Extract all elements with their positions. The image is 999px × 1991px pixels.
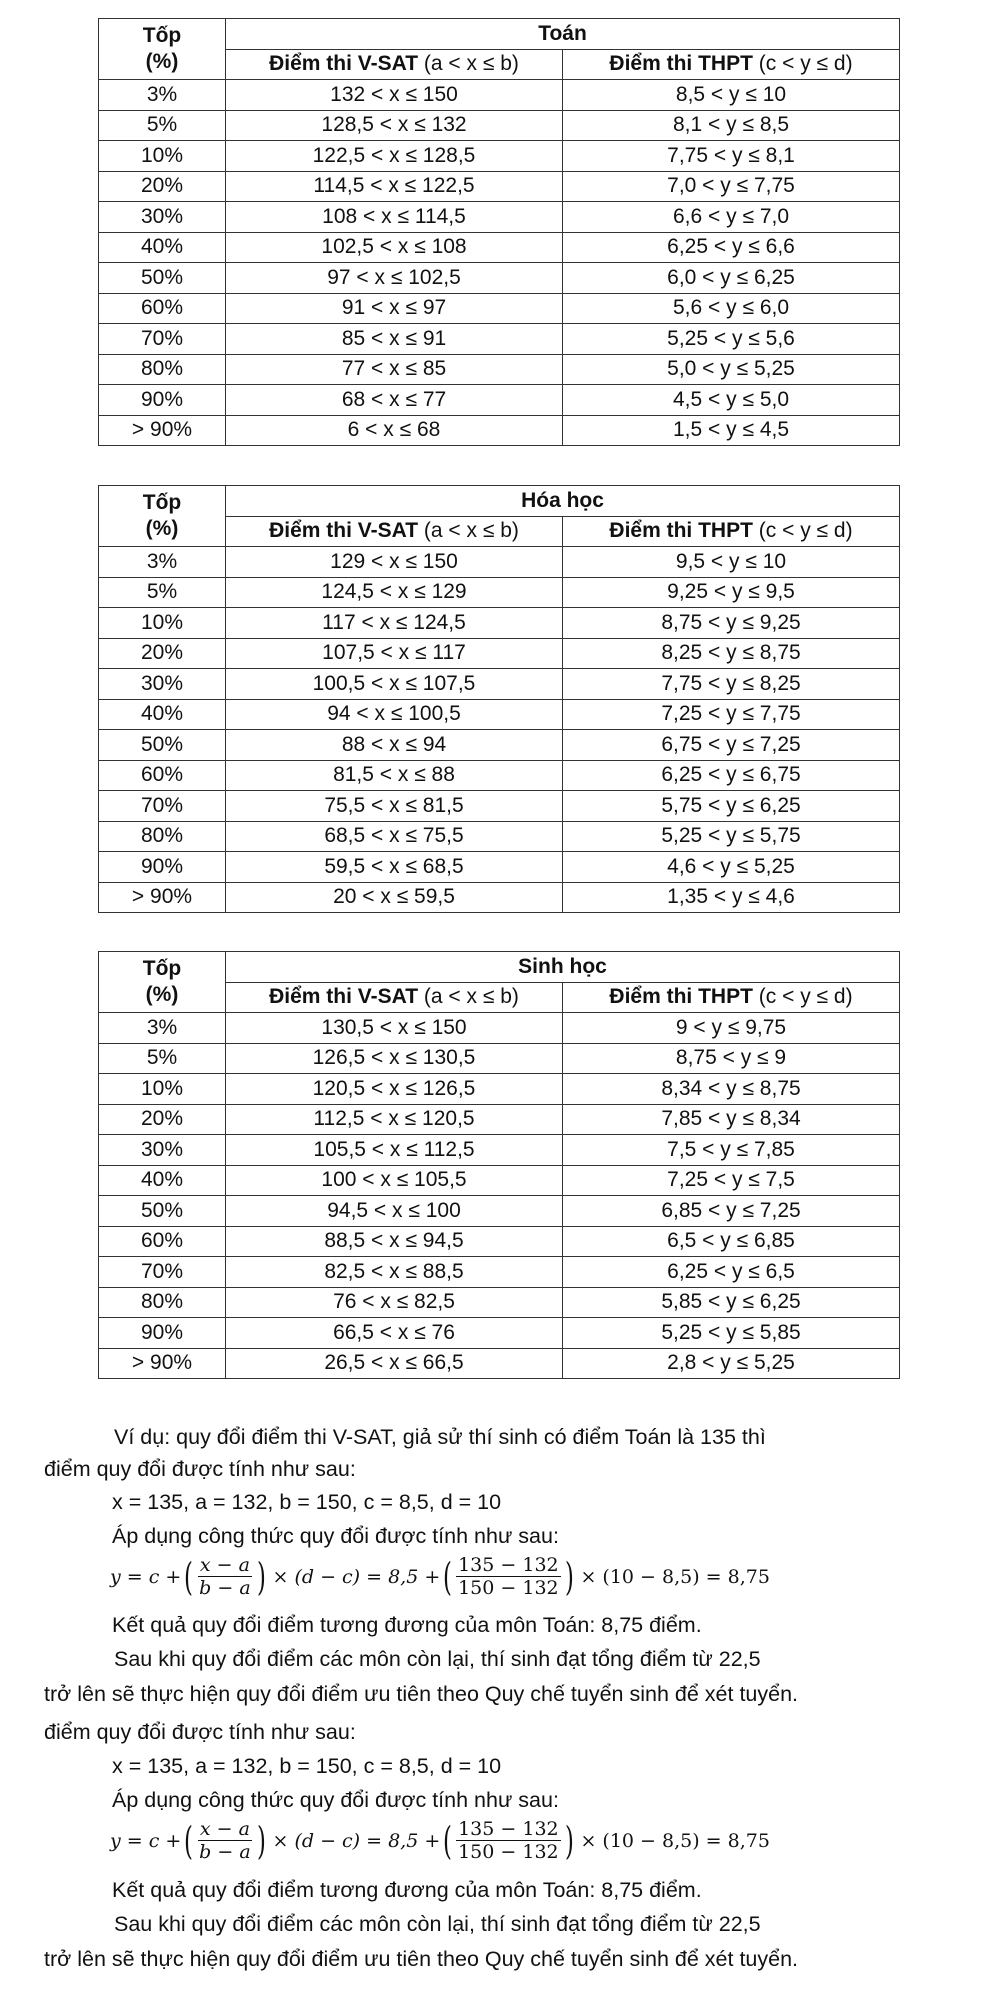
cell-vsat-range: 59,5 < x ≤ 68,5 <box>226 852 563 883</box>
cell-vsat-range: 94,5 < x ≤ 100 <box>226 1196 563 1227</box>
cell-thpt-range: 4,5 < y ≤ 5,0 <box>563 385 900 416</box>
cell-vsat-range: 68,5 < x ≤ 75,5 <box>226 821 563 852</box>
cell-vsat-range: 132 < x ≤ 150 <box>226 80 563 111</box>
cell-top-percent: 80% <box>99 821 226 852</box>
cell-thpt-range: 7,85 < y ≤ 8,34 <box>563 1104 900 1135</box>
cell-vsat-range: 97 < x ≤ 102,5 <box>226 263 563 294</box>
cell-vsat-range: 107,5 < x ≤ 117 <box>226 638 563 669</box>
table-row <box>99 354 900 385</box>
cell-top-percent: > 90% <box>99 882 226 913</box>
table-row <box>99 293 900 324</box>
cell-vsat-range: 68 < x ≤ 77 <box>226 385 563 416</box>
score-table-sinh-hoc <box>98 951 900 1379</box>
fraction-numerator: 135 − 132 <box>458 1554 559 1576</box>
subject-title: Toán <box>226 19 900 50</box>
table-row <box>99 415 900 446</box>
table-row <box>99 80 900 111</box>
table-row <box>99 1257 900 1288</box>
table-row <box>99 1196 900 1227</box>
table-row <box>99 1348 900 1379</box>
cell-thpt-range: 5,25 < y ≤ 5,85 <box>563 1318 900 1349</box>
table-row <box>99 141 900 172</box>
calc-intro-repeat: điểm quy đổi được tính như sau: <box>44 1720 356 1744</box>
cell-top-percent: 40% <box>99 1165 226 1196</box>
fraction-values <box>456 1818 561 1863</box>
cell-vsat-range: 128,5 < x ≤ 132 <box>226 110 563 141</box>
fraction-denominator: b − a <box>199 1577 251 1599</box>
cell-top-percent: > 90% <box>99 1348 226 1379</box>
table-row <box>99 1043 900 1074</box>
subject-title: Hóa học <box>226 486 900 517</box>
cell-top-percent: 20% <box>99 171 226 202</box>
cell-top-percent: 40% <box>99 232 226 263</box>
cell-thpt-range: 9,25 < y ≤ 9,5 <box>563 577 900 608</box>
cell-vsat-range: 117 < x ≤ 124,5 <box>226 608 563 639</box>
table-row <box>99 1013 900 1044</box>
cell-vsat-range: 6 < x ≤ 68 <box>226 415 563 446</box>
cell-top-percent: 70% <box>99 1257 226 1288</box>
cell-vsat-range: 129 < x ≤ 150 <box>226 547 563 578</box>
after-text-2: trở lên sẽ thực hiện quy đổi điểm ưu tiên theo Quy chế tuyển sinh để xét tuyển. <box>44 1682 799 1706</box>
table-row <box>99 324 900 355</box>
apply-formula-text-repeat: Áp dụng công thức quy đổi được tính như sau: <box>112 1788 559 1812</box>
result-text: Kết quả quy đổi điểm tương đương của môn Toán: 8,75 điểm. <box>112 1613 702 1637</box>
cell-vsat-range: 88,5 < x ≤ 94,5 <box>226 1226 563 1257</box>
cell-thpt-range: 5,6 < y ≤ 6,0 <box>563 293 900 324</box>
subject-title: Sinh học <box>226 952 900 983</box>
cell-thpt-range: 7,0 < y ≤ 7,75 <box>563 171 900 202</box>
cell-vsat-range: 85 < x ≤ 91 <box>226 324 563 355</box>
cell-vsat-range: 91 < x ≤ 97 <box>226 293 563 324</box>
fraction-variables <box>197 1818 253 1863</box>
cell-top-percent: 90% <box>99 1318 226 1349</box>
cell-thpt-range: 9 < y ≤ 9,75 <box>563 1013 900 1044</box>
cell-thpt-range: 6,25 < y ≤ 6,75 <box>563 760 900 791</box>
cell-top-percent: 40% <box>99 699 226 730</box>
table-row <box>99 760 900 791</box>
after-text-2-repeat: trở lên sẽ thực hiện quy đổi điểm ưu tiên theo Quy chế tuyển sinh để xét tuyển. <box>44 1947 799 1971</box>
cell-top-percent: 10% <box>99 1074 226 1105</box>
table-row <box>99 263 900 294</box>
fraction-denominator: 150 − 132 <box>458 1841 559 1863</box>
table-row <box>99 1074 900 1105</box>
cell-thpt-range: 7,25 < y ≤ 7,5 <box>563 1165 900 1196</box>
cell-thpt-range: 5,25 < y ≤ 5,75 <box>563 821 900 852</box>
column-thpt: Điểm thi THPT (c < y ≤ d) <box>563 982 900 1013</box>
cell-vsat-range: 100 < x ≤ 105,5 <box>226 1165 563 1196</box>
formula-middle: × (d − c) = 8,5 + <box>272 1829 441 1852</box>
cell-thpt-range: 6,6 < y ≤ 7,0 <box>563 202 900 233</box>
table-row <box>99 638 900 669</box>
cell-top-percent: 10% <box>99 608 226 639</box>
cell-top-percent: 60% <box>99 1226 226 1257</box>
fraction-numerator: 135 − 132 <box>458 1818 559 1840</box>
cell-vsat-range: 100,5 < x ≤ 107,5 <box>226 669 563 700</box>
cell-thpt-range: 7,75 < y ≤ 8,25 <box>563 669 900 700</box>
column-thpt: Điểm thi THPT (c < y ≤ d) <box>563 516 900 547</box>
table-row <box>99 669 900 700</box>
table-row <box>99 202 900 233</box>
table-body <box>99 547 900 913</box>
cell-vsat-range: 66,5 < x ≤ 76 <box>226 1318 563 1349</box>
column-vsat: Điểm thi V-SAT (a < x ≤ b) <box>226 516 563 547</box>
cell-thpt-range: 7,5 < y ≤ 7,85 <box>563 1135 900 1166</box>
cell-top-percent: 3% <box>99 547 226 578</box>
cell-top-percent: 20% <box>99 1104 226 1135</box>
cell-top-percent: 60% <box>99 760 226 791</box>
cell-top-percent: 30% <box>99 669 226 700</box>
cell-top-percent: 70% <box>99 324 226 355</box>
table-row <box>99 608 900 639</box>
cell-thpt-range: 6,85 < y ≤ 7,25 <box>563 1196 900 1227</box>
cell-vsat-range: 76 < x ≤ 82,5 <box>226 1287 563 1318</box>
cell-top-percent: 90% <box>99 852 226 883</box>
column-vsat: Điểm thi V-SAT (a < x ≤ b) <box>226 49 563 80</box>
table-row <box>99 821 900 852</box>
cell-thpt-range: 6,5 < y ≤ 6,85 <box>563 1226 900 1257</box>
cell-vsat-range: 88 < x ≤ 94 <box>226 730 563 761</box>
table-row <box>99 577 900 608</box>
example-values: x = 135, a = 132, b = 150, c = 8,5, d = 10 <box>112 1490 502 1514</box>
cell-thpt-range: 5,85 < y ≤ 6,25 <box>563 1287 900 1318</box>
cell-top-percent: 50% <box>99 730 226 761</box>
after-text-1: Sau khi quy đổi điểm các môn còn lại, thí sinh đạt tổng điểm từ 22,5 <box>114 1647 761 1671</box>
table-row <box>99 1104 900 1135</box>
table-row <box>99 547 900 578</box>
cell-top-percent: 30% <box>99 1135 226 1166</box>
cell-top-percent: 90% <box>99 385 226 416</box>
result-text-repeat: Kết quả quy đổi điểm tương đương của môn Toán: 8,75 điểm. <box>112 1878 702 1902</box>
cell-top-percent: 70% <box>99 791 226 822</box>
cell-thpt-range: 2,8 < y ≤ 5,25 <box>563 1348 900 1379</box>
cell-vsat-range: 130,5 < x ≤ 150 <box>226 1013 563 1044</box>
cell-thpt-range: 8,25 < y ≤ 8,75 <box>563 638 900 669</box>
cell-thpt-range: 7,75 < y ≤ 8,1 <box>563 141 900 172</box>
fraction-numerator: x − a <box>199 1818 250 1840</box>
fraction-denominator: 150 − 132 <box>458 1577 559 1599</box>
cell-thpt-range: 1,5 < y ≤ 4,5 <box>563 415 900 446</box>
cell-top-percent: 80% <box>99 354 226 385</box>
cell-thpt-range: 1,35 < y ≤ 4,6 <box>563 882 900 913</box>
table-row <box>99 1135 900 1166</box>
calc-intro: điểm quy đổi được tính như sau: <box>44 1457 356 1481</box>
cell-vsat-range: 102,5 < x ≤ 108 <box>226 232 563 263</box>
table-row <box>99 385 900 416</box>
cell-top-percent: 50% <box>99 263 226 294</box>
cell-thpt-range: 5,0 < y ≤ 5,25 <box>563 354 900 385</box>
cell-thpt-range: 6,25 < y ≤ 6,5 <box>563 1257 900 1288</box>
table-row <box>99 1226 900 1257</box>
fraction-variables <box>197 1554 253 1599</box>
cell-vsat-range: 81,5 < x ≤ 88 <box>226 760 563 791</box>
cell-top-percent: 60% <box>99 293 226 324</box>
formula-middle: × (d − c) = 8,5 + <box>272 1565 441 1588</box>
formula-lhs: y = c + <box>110 1565 182 1588</box>
cell-top-percent: 3% <box>99 80 226 111</box>
example-intro: Ví dụ: quy đổi điểm thi V-SAT, giả sử thí sinh có điểm Toán là 135 thì <box>114 1425 766 1449</box>
score-table-toan <box>98 18 900 446</box>
column-thpt: Điểm thi THPT (c < y ≤ d) <box>563 49 900 80</box>
apply-formula-text: Áp dụng công thức quy đổi được tính như sau: <box>112 1524 559 1548</box>
cell-top-percent: 30% <box>99 202 226 233</box>
table-row <box>99 1287 900 1318</box>
cell-top-percent: 80% <box>99 1287 226 1318</box>
cell-thpt-range: 6,25 < y ≤ 6,6 <box>563 232 900 263</box>
conversion-formula: y = c + ( $\frac{x - a}{b - a}$ ) × (d − c) = 8,5 + ( $\frac{135 - 132}{150 - 132}$ ) × (10 − 8,5) = 8,75 <box>110 1554 770 1599</box>
cell-vsat-range: 77 < x ≤ 85 <box>226 354 563 385</box>
fraction-denominator: b − a <box>199 1841 251 1863</box>
cell-vsat-range: 75,5 < x ≤ 81,5 <box>226 791 563 822</box>
conversion-formula-repeat: y = c + ( $\frac{x - a}{b - a}$ ) × (d − c) = 8,5 + ( $\frac{135 - 132}{150 - 132}$ ) × (10 − 8,5) = 8,75 <box>110 1818 770 1863</box>
header-top: Tốp (%) <box>99 19 226 80</box>
formula-lhs: y = c + <box>110 1829 182 1852</box>
cell-vsat-range: 114,5 < x ≤ 122,5 <box>226 171 563 202</box>
table-row <box>99 1318 900 1349</box>
cell-thpt-range: 5,75 < y ≤ 6,25 <box>563 791 900 822</box>
fraction-values <box>456 1554 561 1599</box>
table-body <box>99 80 900 446</box>
score-table-hoa-hoc <box>98 485 900 913</box>
header-top: Tốp (%) <box>99 952 226 1013</box>
formula-result: × (10 − 8,5) = 8,75 <box>580 1565 770 1588</box>
cell-thpt-range: 6,0 < y ≤ 6,25 <box>563 263 900 294</box>
table-row <box>99 1165 900 1196</box>
cell-thpt-range: 9,5 < y ≤ 10 <box>563 547 900 578</box>
table-row <box>99 171 900 202</box>
formula-result: × (10 − 8,5) = 8,75 <box>580 1829 770 1852</box>
table-row <box>99 699 900 730</box>
cell-top-percent: 5% <box>99 110 226 141</box>
cell-vsat-range: 124,5 < x ≤ 129 <box>226 577 563 608</box>
table-row <box>99 232 900 263</box>
table-row <box>99 852 900 883</box>
fraction-numerator: x − a <box>199 1554 250 1576</box>
table-row <box>99 110 900 141</box>
cell-vsat-range: 108 < x ≤ 114,5 <box>226 202 563 233</box>
cell-top-percent: 50% <box>99 1196 226 1227</box>
cell-vsat-range: 112,5 < x ≤ 120,5 <box>226 1104 563 1135</box>
cell-thpt-range: 8,75 < y ≤ 9,25 <box>563 608 900 639</box>
table-body <box>99 1013 900 1379</box>
cell-vsat-range: 126,5 < x ≤ 130,5 <box>226 1043 563 1074</box>
cell-top-percent: 10% <box>99 141 226 172</box>
cell-thpt-range: 4,6 < y ≤ 5,25 <box>563 852 900 883</box>
cell-top-percent: 5% <box>99 1043 226 1074</box>
cell-vsat-range: 105,5 < x ≤ 112,5 <box>226 1135 563 1166</box>
table-row <box>99 730 900 761</box>
table-row <box>99 791 900 822</box>
cell-thpt-range: 6,75 < y ≤ 7,25 <box>563 730 900 761</box>
cell-vsat-range: 20 < x ≤ 59,5 <box>226 882 563 913</box>
cell-thpt-range: 8,5 < y ≤ 10 <box>563 80 900 111</box>
cell-thpt-range: 8,75 < y ≤ 9 <box>563 1043 900 1074</box>
cell-vsat-range: 26,5 < x ≤ 66,5 <box>226 1348 563 1379</box>
cell-top-percent: 5% <box>99 577 226 608</box>
table-row <box>99 882 900 913</box>
example-values-repeat: x = 135, a = 132, b = 150, c = 8,5, d = 10 <box>112 1754 502 1778</box>
column-vsat: Điểm thi V-SAT (a < x ≤ b) <box>226 982 563 1013</box>
cell-thpt-range: 5,25 < y ≤ 5,6 <box>563 324 900 355</box>
cell-vsat-range: 122,5 < x ≤ 128,5 <box>226 141 563 172</box>
cell-top-percent: 20% <box>99 638 226 669</box>
after-text-1-repeat: Sau khi quy đổi điểm các môn còn lại, thí sinh đạt tổng điểm từ 22,5 <box>114 1912 761 1936</box>
cell-vsat-range: 120,5 < x ≤ 126,5 <box>226 1074 563 1105</box>
cell-top-percent: 3% <box>99 1013 226 1044</box>
header-top: Tốp (%) <box>99 486 226 547</box>
cell-vsat-range: 82,5 < x ≤ 88,5 <box>226 1257 563 1288</box>
cell-thpt-range: 8,1 < y ≤ 8,5 <box>563 110 900 141</box>
cell-top-percent: > 90% <box>99 415 226 446</box>
cell-thpt-range: 8,34 < y ≤ 8,75 <box>563 1074 900 1105</box>
cell-vsat-range: 94 < x ≤ 100,5 <box>226 699 563 730</box>
cell-thpt-range: 7,25 < y ≤ 7,75 <box>563 699 900 730</box>
